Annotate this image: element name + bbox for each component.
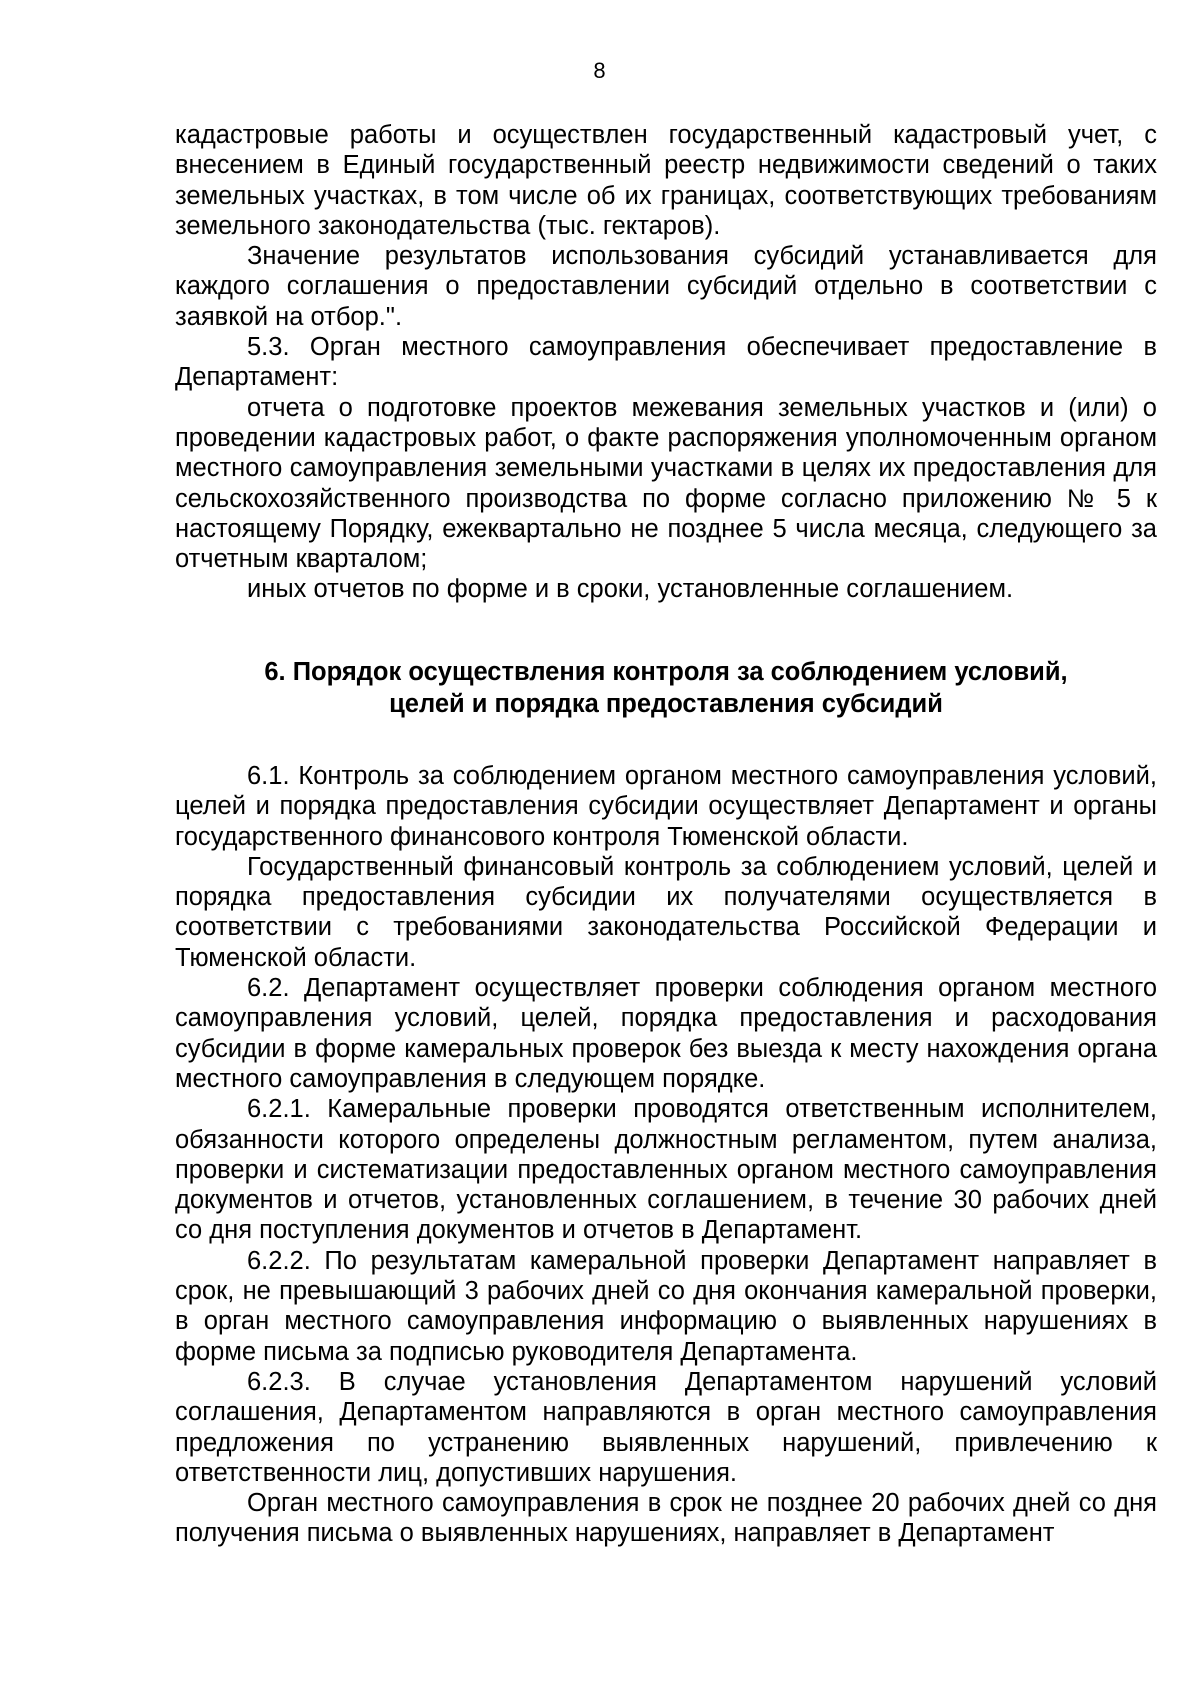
paragraph: Орган местного самоуправления в срок не позднее 20 рабочих дней со дня получения письма о выявленных нарушениях, направляет в Департамент xyxy=(175,1489,1157,1548)
section-heading-line: целей и порядка предоставления субсидий xyxy=(389,690,943,718)
paragraph: 5.3. Орган местного самоуправления обеспечивает предоставление в Департамент: xyxy=(175,333,1157,392)
section-heading-line: 6. Порядок осуществления контроля за соблюдением условий, xyxy=(264,658,1068,686)
paragraph: Государственный финансовый контроль за соблюдением условий, целей и порядка предоставления субсидии их получателями осуществляется в соответствии с требованиями законодательства Российской Федерации и Тюменской области. xyxy=(175,852,1157,972)
bottom-text-block xyxy=(175,761,1157,1549)
page-number: 8 xyxy=(593,58,607,83)
paragraph: Значение результатов использования субсидий устанавливается для каждого соглашения о предоставлении субсидий отдельно в соответствии с заявкой на отбор.". xyxy=(175,242,1157,331)
paragraph: 6.2.3. В случае установления Департаментом нарушений условий соглашения, Департаментом направляются в орган местного самоуправления предложения по устранению выявленных нарушений, привлечению к ответственности лиц, допустивших нарушения. xyxy=(175,1367,1157,1487)
paragraph: 6.1. Контроль за соблюдением органом местного самоуправления условий, целей и порядка предоставления субсидии осуществляет Департамент и органы государственного финансового контроля Тюменской области. xyxy=(175,762,1157,851)
top-text-block xyxy=(175,120,1157,605)
paragraph: 6.2.1. Камеральные проверки проводятся ответственным исполнителем, обязанности которого определены должностным регламентом, путем анализа, проверки и систематизации предоставленных органом местного самоуправления документов и отчетов, установленных соглашением, в течение 30 рабочих дней со дня поступления документов и отчетов в Департамент. xyxy=(175,1095,1157,1245)
section-heading xyxy=(175,656,1157,720)
paragraph: 6.2.2. По результатам камеральной проверки Департамент направляет в срок, не превышающий 3 рабочих дней со дня окончания камеральной проверки, в орган местного самоуправления информацию о выявленных нарушениях в форме письма за подписью руководителя Департамента. xyxy=(175,1246,1157,1366)
paragraph: иных отчетов по форме и в сроки, установленные соглашением. xyxy=(247,575,1014,604)
paragraph: кадастровые работы и осуществлен государственный кадастровый учет, с внесением в Единый государственный реестр недвижимости сведений о таких земельных участках, в том числе об их границах, соответствующих требованиям земельного законодательства (тыс. гектаров). xyxy=(175,121,1157,240)
paragraph: отчета о подготовке проектов межевания земельных участков и (или) о проведении кадастровых работ, о факте распоряжения уполномоченным органом местного самоуправления земельными участками в целях их предоставления для сельскохозяйственного производства по форме согласно приложению № 5 к настоящему Порядку, ежеквартально не позднее 5 числа месяца, следующего за отчетным кварталом; xyxy=(175,393,1157,574)
paragraph: 6.2. Департамент осуществляет проверки соблюдения органом местного самоуправления условий, целей, порядка предоставления и расходования субсидии в форме камеральных проверок без выезда к месту нахождения органа местного самоуправления в следующем порядке. xyxy=(175,974,1157,1093)
